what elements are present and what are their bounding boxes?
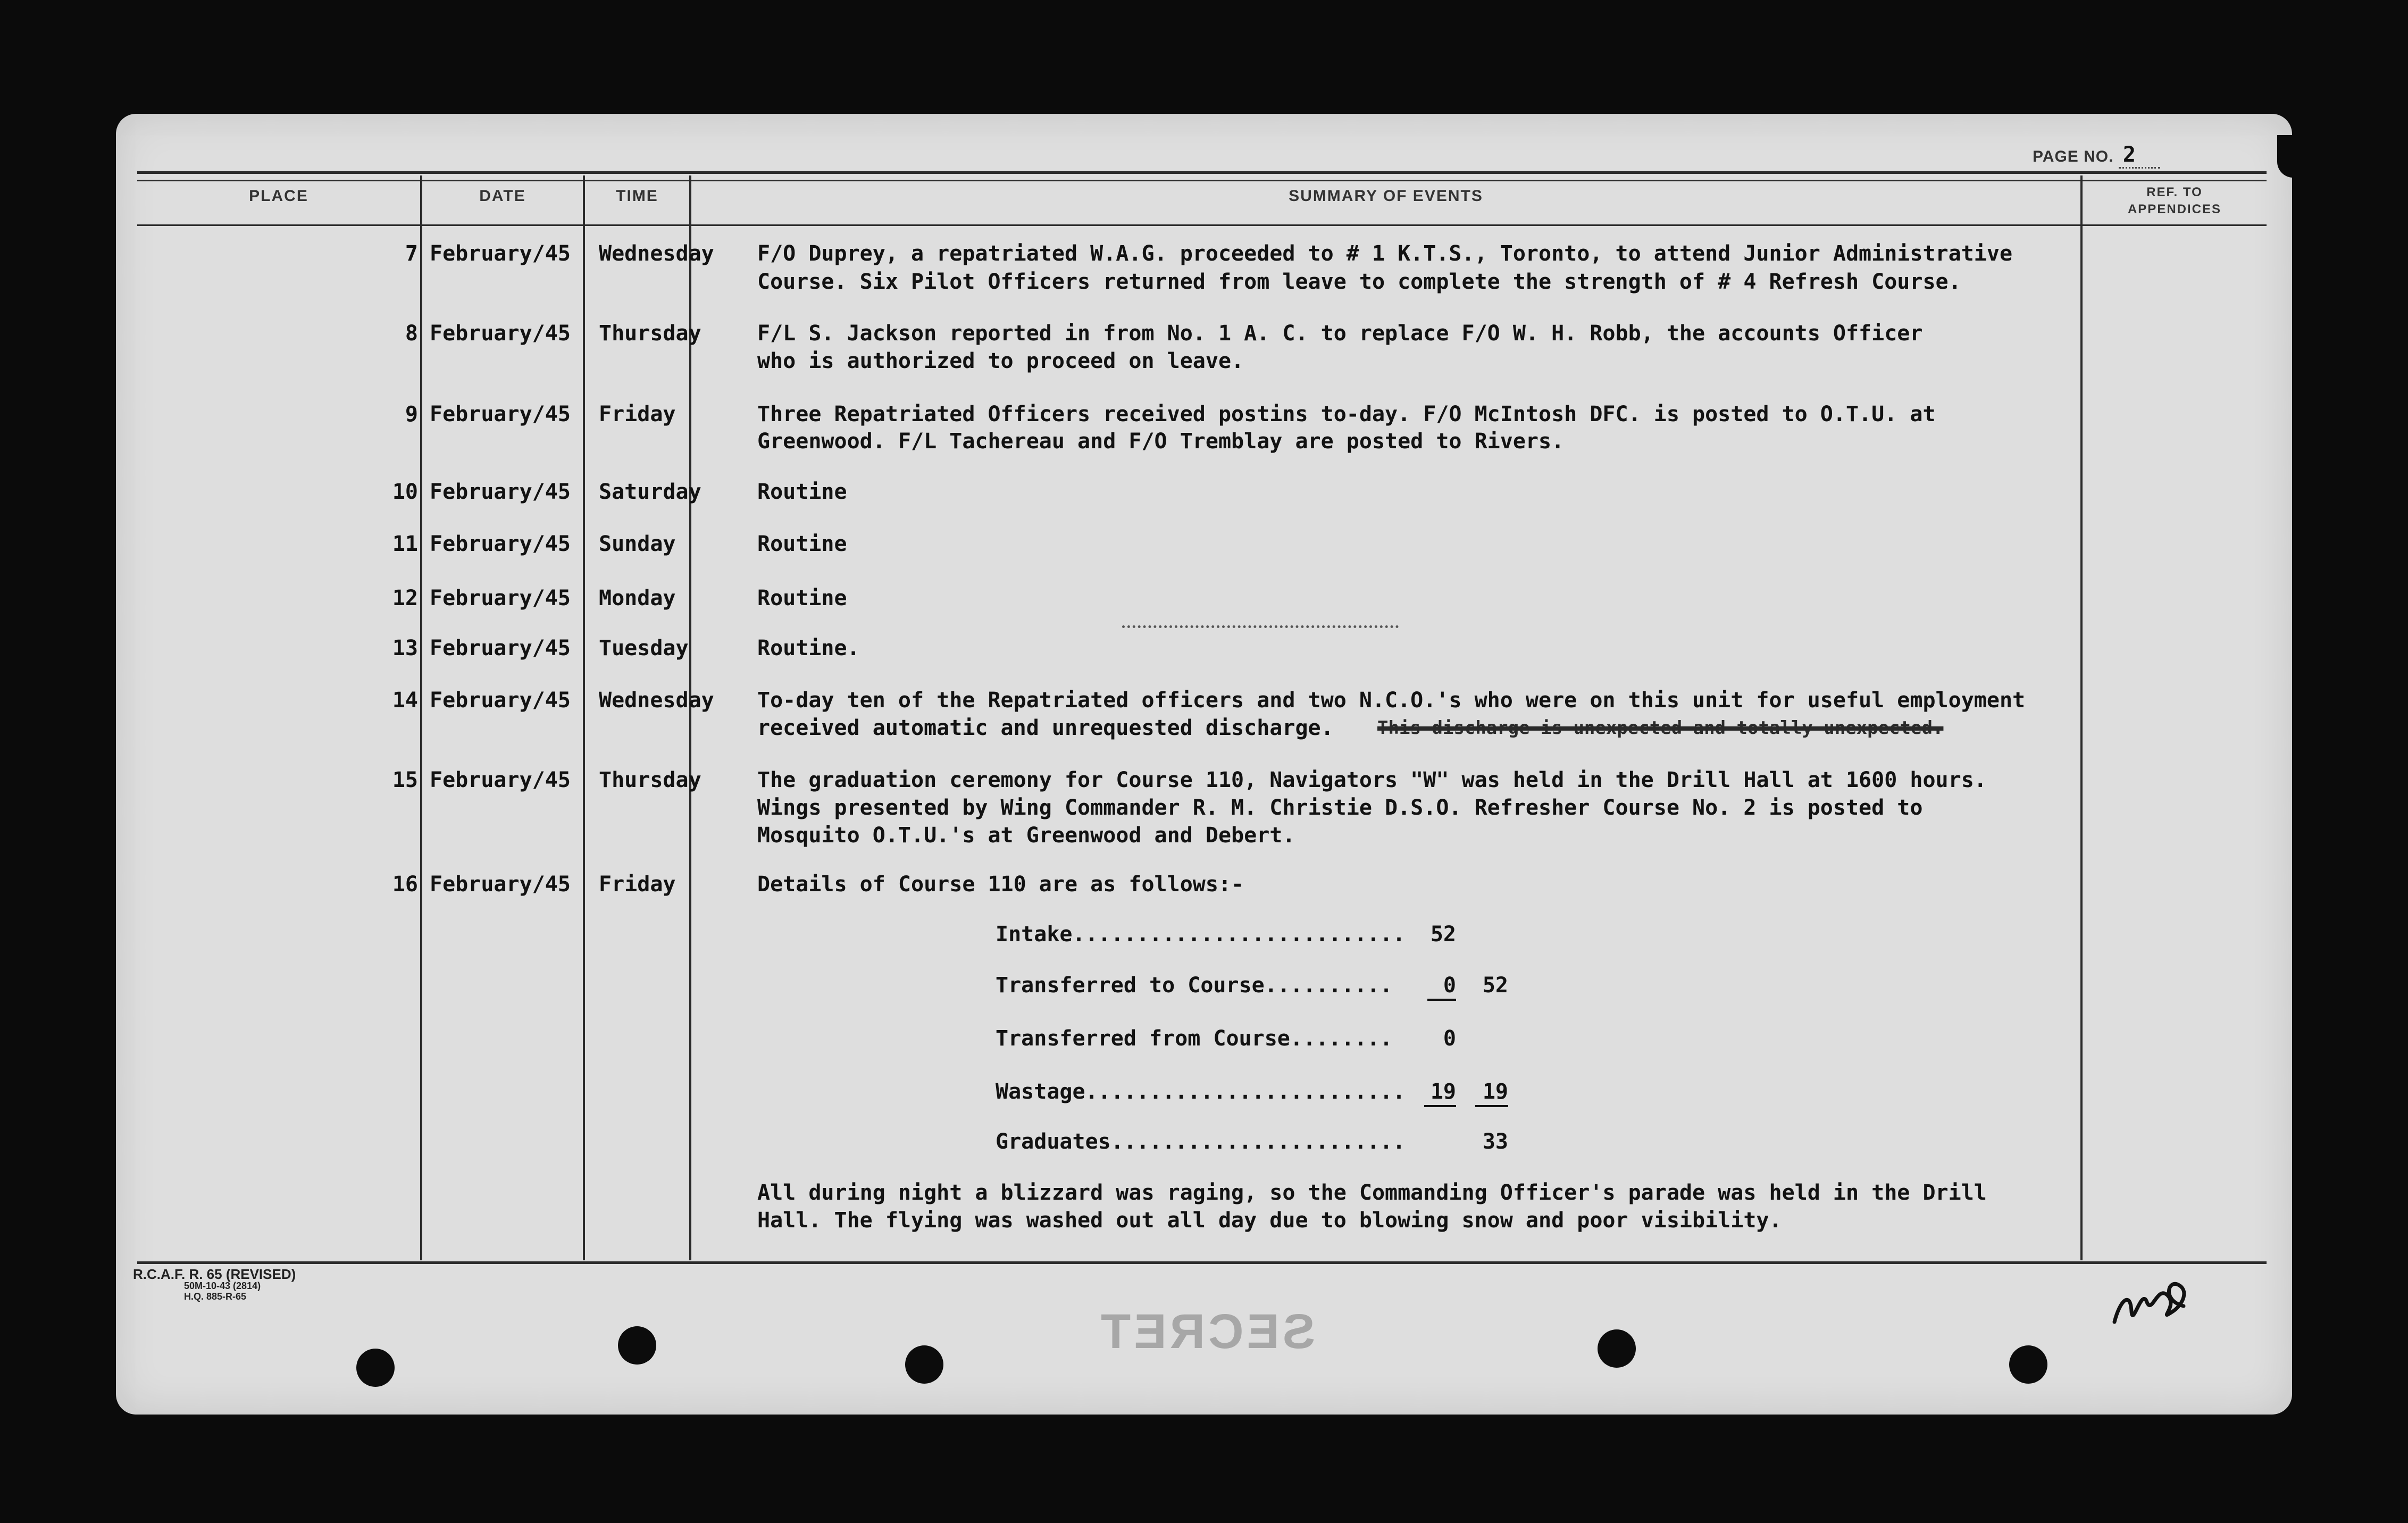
entry-date: February/45 (430, 532, 571, 556)
entry-date: February/45 (430, 688, 571, 713)
header-bottom-rule (137, 224, 2267, 226)
entry-weekday: Sunday (599, 532, 676, 556)
entry-summary-line: Routine (757, 480, 847, 504)
bottom-rule (137, 1261, 2267, 1264)
entry-summary-line: received automatic and unrequested discharge. (757, 716, 1334, 740)
form-number (133, 1268, 296, 1302)
time-column-rule (583, 175, 585, 1260)
binder-hole (1598, 1329, 1636, 1368)
top-rule-2 (137, 180, 2267, 181)
entry-summary-line: who is authorized to proceed on leave. (757, 349, 1244, 373)
entry-day: 11 (392, 532, 418, 556)
entry-summary-line: F/L S. Jackson reported in from No. 1 A. C. to replace F/O W. H. Robb, the accounts Officer (757, 321, 1923, 346)
entry-day: 15 (392, 768, 418, 792)
course-detail-label: Intake.......................... (996, 922, 1406, 947)
course-detail-col1: 52 (1430, 922, 1456, 947)
form-print-run: 50M-10-43 (2814) (184, 1281, 261, 1291)
entry-day: 13 (392, 636, 418, 660)
entry-day: 16 (392, 872, 418, 897)
entry-day: 12 (392, 586, 418, 610)
course-detail-label: Graduates....................... (996, 1129, 1406, 1154)
entry-weekday: Monday (599, 586, 676, 610)
entry-day: 7 (405, 241, 418, 266)
course-detail-label: Transferred to Course.......... (996, 973, 1393, 998)
page-number-label: PAGE NO. (2033, 148, 2114, 165)
course-detail-label: Wastage......................... (996, 1080, 1406, 1104)
entry-weekday: Friday (599, 872, 676, 897)
date-column-rule (420, 175, 422, 1260)
entry-weekday: Thursday (599, 768, 701, 792)
binder-hole (356, 1349, 395, 1387)
place-header: PLACE (249, 187, 308, 205)
entry-summary-line: The graduation ceremony for Course 110, Navigators "W" was held in the Drill Hall at 1600 hours. (757, 768, 1987, 792)
ref-header-line2: APPENDICES (2127, 202, 2222, 216)
entry-weekday: Friday (599, 402, 676, 426)
page-number (2033, 143, 2160, 169)
entry-summary-line: F/O Duprey, a repatriated W.A.G. proceeded to # 1 K.T.S., Toronto, to attend Junior Administrative (757, 241, 2013, 266)
ref-column-rule (2080, 175, 2083, 1260)
course-detail-col2: 19 (1475, 1080, 1508, 1107)
entry-weekday: Thursday (599, 321, 701, 346)
entry-summary-line: To-day ten of the Repatriated officers and two N.C.O.'s who were on this unit for useful employment (757, 688, 2026, 713)
course-detail-col2: 52 (1482, 973, 1508, 998)
handwritten-initials (2109, 1269, 2194, 1333)
entry-summary-line: Routine (757, 532, 847, 556)
course-detail-col1: 19 (1424, 1080, 1456, 1107)
entry-date: February/45 (430, 241, 571, 266)
entry-date: February/45 (430, 586, 571, 610)
entry-weekday: Wednesday (599, 241, 714, 266)
binder-hole (2009, 1345, 2047, 1384)
binder-hole (905, 1345, 943, 1384)
entry-day: 10 (392, 480, 418, 504)
form-hq-ref: H.Q. 885-R-65 (184, 1291, 247, 1302)
entry-summary-line: Three Repatriated Officers received postins to-day. F/O McIntosh DFC. is posted to O.T.U. at (757, 402, 1936, 426)
entry-summary-line: Course. Six Pilot Officers returned from leave to complete the strength of # 4 Refresh Course. (757, 270, 1961, 294)
entry-day: 8 (405, 321, 418, 346)
binder-hole (618, 1326, 656, 1365)
entry-summary-line: Greenwood. F/L Tachereau and F/O Tremblay are posted to Rivers. (757, 429, 1565, 454)
course-detail-col1: 0 (1427, 973, 1456, 1001)
sheet-notch (2277, 135, 2298, 178)
course-detail-col1: 0 (1443, 1026, 1456, 1051)
closing-note-line: All during night a blizzard was raging, so the Commanding Officer's parade was held in the Drill (757, 1181, 1987, 1205)
closing-note-line: Hall. The flying was washed out all day due to blowing snow and poor visibility. (757, 1208, 1782, 1233)
entry-day: 9 (405, 402, 418, 426)
dotted-separator (1122, 625, 1399, 628)
entry-summary-line: Details of Course 110 are as follows:- (757, 872, 1244, 897)
form-number-text: R.C.A.F. R. 65 (REVISED) (133, 1266, 296, 1282)
entry-summary-line: Wings presented by Wing Commander R. M. Christie D.S.O. Refresher Course No. 2 is posted to (757, 796, 1923, 820)
ref-header-line1: REF. TO (2146, 185, 2203, 199)
summary-header: SUMMARY OF EVENTS (1289, 187, 1483, 205)
course-detail-label: Transferred from Course........ (996, 1026, 1393, 1051)
entry-date: February/45 (430, 768, 571, 792)
initials-stroke (2114, 1284, 2184, 1322)
entry-date: February/45 (430, 480, 571, 504)
struck-out-text: This discharge is unexpected and totally unexpected. (1377, 717, 1944, 739)
secret-watermark: SECRET (1098, 1304, 1316, 1359)
entry-weekday: Tuesday (599, 636, 689, 660)
page-number-value: 2 (2119, 143, 2160, 169)
entry-date: February/45 (430, 402, 571, 426)
entry-date: February/45 (430, 636, 571, 660)
date-header: DATE (479, 187, 526, 205)
time-header: TIME (616, 187, 658, 205)
entry-weekday: Saturday (599, 480, 701, 504)
course-detail-col2: 33 (1482, 1129, 1508, 1154)
entry-weekday: Wednesday (599, 688, 714, 713)
entry-summary-line: Routine (757, 586, 847, 610)
entry-day: 14 (392, 688, 418, 713)
top-rule (137, 171, 2267, 174)
entry-date: February/45 (430, 321, 571, 346)
entry-date: February/45 (430, 872, 571, 897)
entry-summary-line: Mosquito O.T.U.'s at Greenwood and Debert. (757, 823, 1295, 848)
entry-summary-line: Routine. (757, 636, 860, 660)
